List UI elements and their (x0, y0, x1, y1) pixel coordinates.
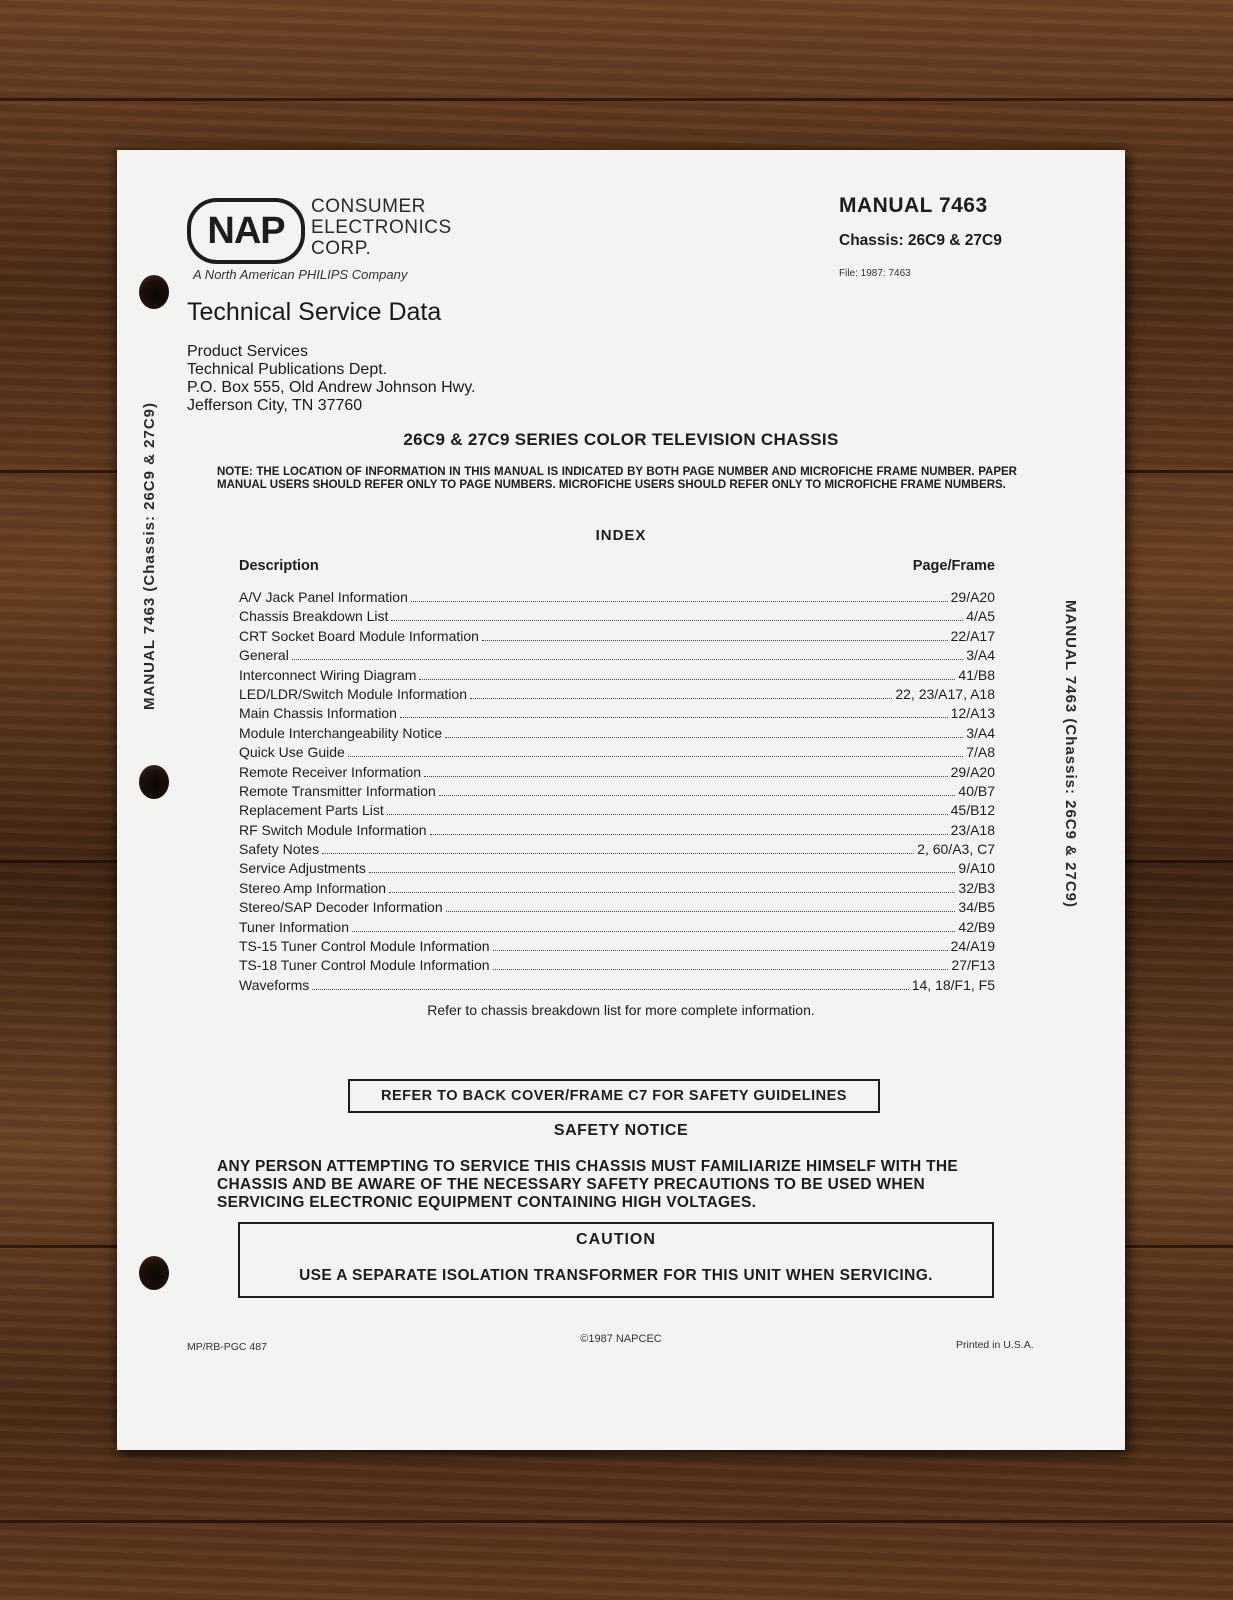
company-line: CORP. (311, 238, 372, 259)
index-entry-description: Remote Receiver Information (239, 763, 422, 780)
dot-leader (292, 659, 963, 660)
index-list (239, 589, 995, 996)
dot-leader (411, 601, 948, 602)
index-entry-description: Tuner Information (239, 918, 349, 935)
index-entry-page: 29/A20 (950, 589, 995, 605)
index-entry (239, 938, 995, 957)
index-entry-description: Remote Transmitter Information (239, 782, 436, 799)
index-entry (239, 647, 995, 666)
index-entry-page: 9/A10 (958, 860, 995, 877)
index-entry-description: CRT Socket Board Module Information (239, 627, 479, 644)
index-entry-description: Safety Notes (239, 841, 320, 858)
dot-leader (322, 853, 914, 854)
dot-leader (493, 969, 949, 970)
dot-leader (369, 872, 956, 873)
address-line: Jefferson City, TN 37760 (187, 397, 363, 414)
index-entry-description: Chassis Breakdown List (239, 608, 389, 625)
refer-note: Refer to chassis breakdown list for more complete information. (427, 1002, 815, 1018)
index-title: INDEX (595, 527, 647, 544)
index-entry-page: 3/A4 (966, 724, 995, 741)
index-entry-page: 32/B3 (958, 879, 995, 896)
index-entry-description: TS-18 Tuner Control Module Information (239, 957, 490, 974)
index-entry-description: Service Adjustments (239, 860, 366, 877)
index-entry-description: RF Switch Module Information (239, 821, 427, 838)
index-entry (239, 899, 995, 918)
index-entry-page: 29/A20 (950, 763, 995, 780)
index-entry-description: Module Interchangeability Notice (239, 724, 443, 741)
index-entry (239, 919, 995, 938)
index-entry (239, 705, 995, 724)
company-line: CONSUMER (311, 196, 426, 217)
dot-leader (430, 834, 948, 835)
index-entry-page: 40/B7 (958, 782, 995, 799)
index-entry (239, 589, 995, 608)
index-entry (239, 686, 995, 705)
address-block (187, 343, 475, 415)
company-line: ELECTRONICS (311, 217, 452, 238)
caution-title: CAUTION (576, 1231, 656, 1248)
index-entry-page: 22, 23/A17, A18 (895, 685, 995, 702)
nap-logo (187, 198, 305, 264)
side-label-left: MANUAL 7463 (Chassis: 26C9 & 27C9) (141, 402, 158, 710)
index-entry-page: 2, 60/A3, C7 (917, 841, 995, 858)
caution-box (238, 1222, 994, 1298)
location-note: NOTE: THE LOCATION OF INFORMATION IN THIS MANUAL IS INDICATED BY BOTH PAGE NUMBER AND MICROFICHE FRAME NUMBER. PAPER MANUAL USERS SHOULD REFER ONLY TO PAGE NUMBERS. MICROFICHE USERS SHOULD REFER ONLY TO MICROFICHE FRAME NUMBERS. (217, 466, 1017, 491)
binder-hole (139, 275, 169, 309)
manual-number: MANUAL 7463 (839, 194, 988, 217)
wood-seam (0, 98, 1233, 101)
index-entry (239, 744, 995, 763)
index-entry-description: Stereo/SAP Decoder Information (239, 899, 443, 916)
index-entry-page: 7/A8 (966, 744, 995, 761)
index-entry (239, 977, 995, 996)
index-entry-description: Main Chassis Information (239, 705, 397, 722)
dot-leader (389, 892, 955, 893)
dot-leader (445, 737, 963, 738)
dot-leader (400, 717, 948, 718)
document-type: Technical Service Data (187, 298, 442, 326)
dot-leader (348, 756, 963, 757)
dot-leader (439, 795, 956, 796)
index-entry-description: TS-15 Tuner Control Module Information (239, 938, 490, 955)
index-entry-page: 14, 18/F1, F5 (911, 976, 995, 993)
dot-leader (424, 776, 948, 777)
footer-printed: Printed in U.S.A. (956, 1339, 1034, 1351)
dot-leader (419, 679, 955, 680)
index-entry-description: A/V Jack Panel Information (239, 589, 408, 605)
logo-text: NAP (207, 209, 285, 252)
binder-hole (139, 765, 169, 799)
index-entry-page: 34/B5 (958, 899, 995, 916)
dot-leader (312, 989, 908, 990)
index-entry (239, 841, 995, 860)
safety-notice-text: ANY PERSON ATTEMPTING TO SERVICE THIS CHASSIS MUST FAMILIARIZE HIMSELF WITH THE CHASSIS AND BE AWARE OF THE NECESSARY SAFETY PRECAUTIONS TO BE USED WHEN SERVICING ELECTRONIC EQUIPMENT CONTAINING HIGH VOLTAGES. (217, 1158, 959, 1211)
index-entry-description: Replacement Parts List (239, 802, 384, 819)
index-entry-page: 3/A4 (966, 647, 995, 664)
index-entry (239, 608, 995, 627)
index-col-page: Page/Frame (912, 558, 995, 574)
safety-guidelines-box (348, 1079, 880, 1113)
address-line: Technical Publications Dept. (187, 361, 388, 378)
address-line: P.O. Box 555, Old Andrew Johnson Hwy. (187, 379, 476, 396)
index-entry-page: 45/B12 (950, 802, 995, 819)
manual-cover-page (117, 150, 1125, 1450)
dot-leader (482, 640, 948, 641)
index-entry-page: 24/A19 (950, 938, 995, 955)
index-entry-page: 41/B8 (958, 666, 995, 683)
safety-guidelines-text: REFER TO BACK COVER/FRAME C7 FOR SAFETY GUIDELINES (381, 1088, 847, 1104)
wood-seam (0, 1520, 1233, 1523)
footer-code: MP/RB-PGC 487 (187, 1341, 267, 1353)
dot-leader (470, 698, 892, 699)
dot-leader (391, 620, 963, 621)
index-entry-description: LED/LDR/Switch Module Information (239, 685, 467, 702)
index-entry (239, 725, 995, 744)
footer-copyright: ©1987 NAPCEC (580, 1333, 662, 1345)
dot-leader (387, 814, 948, 815)
index-entry-description: Stereo Amp Information (239, 879, 387, 896)
series-title: 26C9 & 27C9 SERIES COLOR TELEVISION CHASSIS (403, 430, 839, 449)
index-entry-description: Quick Use Guide (239, 744, 345, 761)
address-line: Product Services (187, 343, 308, 360)
dot-leader (352, 931, 955, 932)
index-entry-page: 27/F13 (951, 957, 995, 974)
index-entry (239, 957, 995, 976)
dot-leader (493, 950, 948, 951)
side-label-right: MANUAL 7463 (Chassis: 26C9 & 27C9) (1062, 600, 1079, 908)
safety-notice-title: SAFETY NOTICE (553, 1122, 689, 1139)
dot-leader (446, 911, 956, 912)
index-entry-page: 42/B9 (958, 918, 995, 935)
index-entry (239, 822, 995, 841)
index-entry-page: 12/A13 (950, 705, 995, 722)
index-entry (239, 667, 995, 686)
index-entry-page: 23/A18 (950, 821, 995, 838)
index-entry-description: General (239, 647, 289, 664)
index-entry-page: 4/A5 (966, 608, 995, 625)
chassis-label: Chassis: 26C9 & 27C9 (839, 232, 1002, 249)
index-entry-description: Waveforms (239, 976, 310, 993)
index-col-description: Description (239, 558, 319, 574)
binder-hole (139, 1256, 169, 1290)
caution-text: USE A SEPARATE ISOLATION TRANSFORMER FOR THIS UNIT WHEN SERVICING. (299, 1267, 933, 1284)
index-entry (239, 628, 995, 647)
company-name (311, 196, 452, 259)
index-entry-page: 22/A17 (950, 627, 995, 644)
index-entry (239, 783, 995, 802)
index-entry (239, 764, 995, 783)
index-entry (239, 860, 995, 879)
index-entry (239, 802, 995, 821)
file-number: File: 1987: 7463 (839, 268, 911, 279)
company-tagline: A North American PHILIPS Company (193, 267, 408, 282)
index-entry (239, 880, 995, 899)
index-entry-description: Interconnect Wiring Diagram (239, 666, 417, 683)
